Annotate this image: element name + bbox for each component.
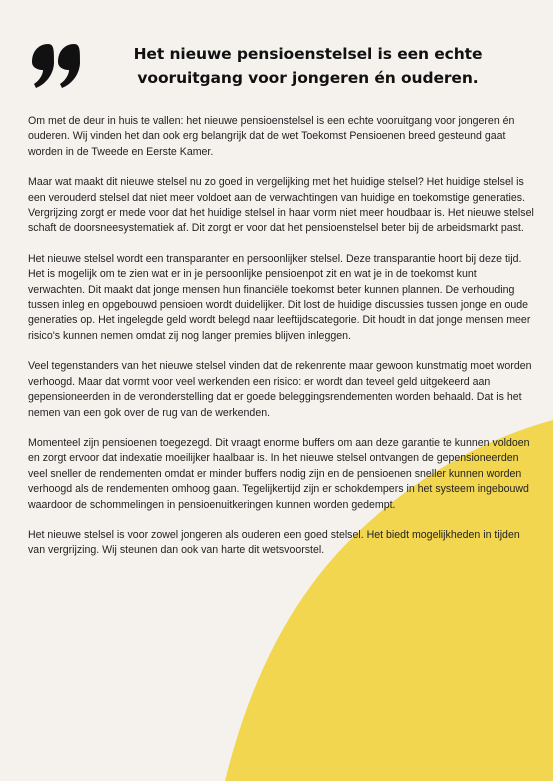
paragraph-2: Maar wat maakt dit nieuwe stelsel nu zo goed in vergelijking met het huidige stelsel? Het huidige stelsel is een verouderd stelsel dat niet meer voldoet aan de verwachtingen van huidige en toekomstige generaties. Vergrijzing zorgt er mede voor dat het huidige stelsel in haar vorm niet meer houdbaar is. Het nieuwe stelsel schaft de doorsneesystematiek af. Dit zorgt er voor dat het pensioenstelsel beter bij de arbeidsmarkt past. xyxy=(28,176,534,235)
paragraph-3: Het nieuwe stelsel wordt een transparanter en persoonlijker stelsel. Deze transparantie hoort bij deze tijd. Het is mogelijk om te zien wat er in je persoonlijke pensioenpot zit en wat je in de toekomst kunt verwachten. Dit maakt dat jonge mensen hun financiële toekomst beter kunnen plannen. De verhouding tussen inleg en opgebouwd pensioen wordt duidelijker. Dit lost de huidige discussies tussen jonge en oude generaties op. Het ingelegde geld wordt belegd naar leeftijdscategorie. Dit houdt in dat jonge mensen meer risico's kunnen nemen omdat zij nog langer premies blijven inleggen. xyxy=(28,252,531,342)
quote-icon xyxy=(28,40,84,90)
headline xyxy=(88,42,528,90)
headline-line-2: vooruitgang voor jongeren én ouderen. xyxy=(137,69,479,87)
paragraph-1: Om met de deur in huis te vallen: het nieuwe pensioenstelsel is een echte vooruitgang voor jongeren én ouderen. Wij vinden het dan ook erg belangrijk dat de wet Toekomst Pensioenen breed gesteund gaat worden in de Tweede en Eerste Kamer. xyxy=(28,115,515,158)
paragraph-5: Momenteel zijn pensioenen toegezegd. Dit vraagt enorme buffers om aan deze garantie te kunnen voldoen en zorgt ervoor dat indexatie moeilijker haalbaar is. In het nieuwe stelsel ontvangen de gepensioneerden veel sneller de rendementen omdat er minder buffers nodig zijn en de pensioenen sneller kunnen worden verhoogd als de rendementen omhoog gaan. Tegelijkertijd zijn er schokdempers in het systeem ingebouwd waardoor de schommelingen in pensioenuitkeringen kunnen worden gedempt. xyxy=(28,436,530,511)
headline-line-1: Het nieuwe pensioenstelsel is een echte xyxy=(133,45,483,63)
paragraph-4: Veel tegenstanders van het nieuwe stelsel vinden dat de rekenrente maar gewoon kunstmatig moet worden verhoogd. Maar dat vormt voor veel werkenden een risico: er wordt dan teveel geld uitgekeerd aan gepensioneerden in de veronderstelling dat er goede beleggingsrendementen worden behaald. Dat is het nemen van een gok over de rug van de werkenden. xyxy=(28,360,532,419)
paragraph-6: Het nieuwe stelsel is voor zowel jongeren als ouderen een goed stelsel. Het biedt mogelijkheden in tijden van vergrijzing. Wij steunen dan ook van harte dit wetsvoorstel. xyxy=(28,528,520,557)
article-body xyxy=(28,114,534,574)
